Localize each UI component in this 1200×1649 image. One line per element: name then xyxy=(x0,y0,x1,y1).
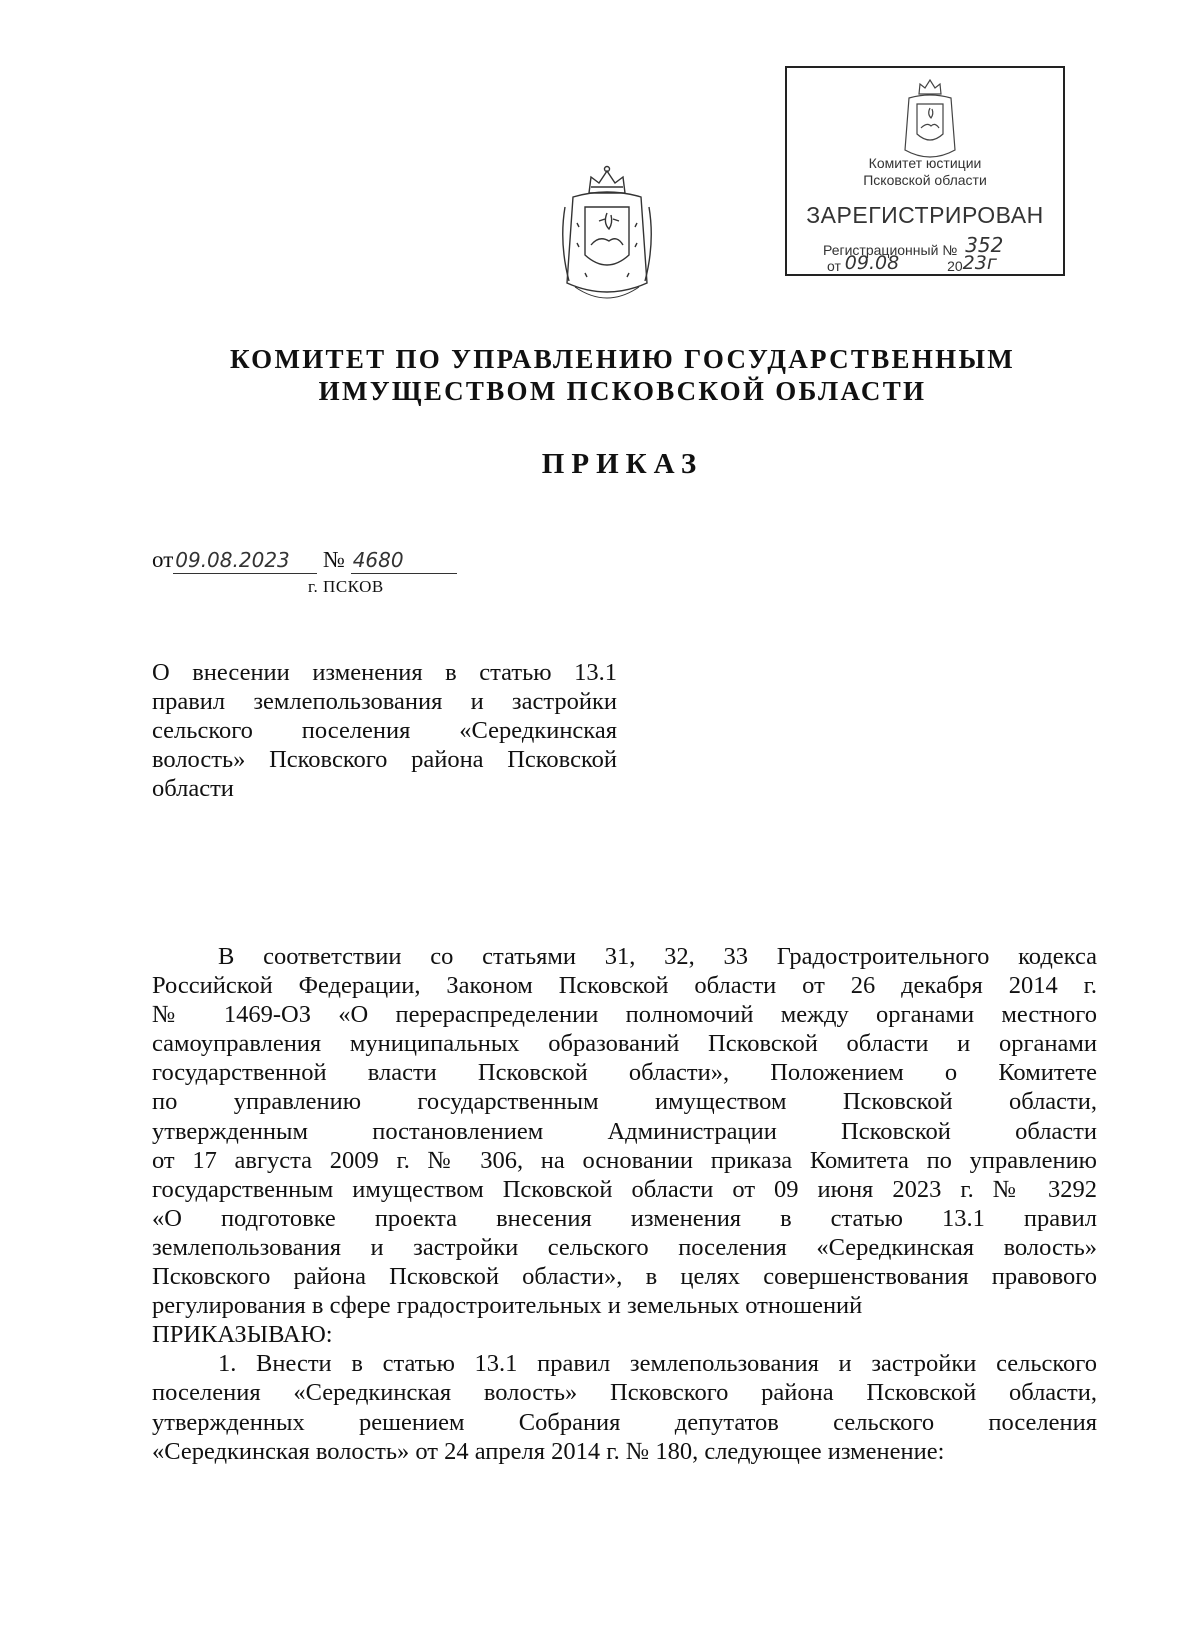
org-title-line-1: КОМИТЕТ ПО УПРАВЛЕНИЮ ГОСУДАРСТВЕННЫМ xyxy=(229,344,1016,374)
stamp-year-suffix: 23г xyxy=(962,252,997,274)
body-line: «Середкинская волость» от 24 апреля 2014 г. № 180, следующее изменение: xyxy=(152,1437,945,1465)
registration-stamp xyxy=(785,66,1065,276)
body-line: 1. Внести в статью 13.1 правил землепользования и застройки сельского xyxy=(218,1350,1097,1378)
stamp-date-row xyxy=(827,254,997,276)
stamp-year-prefix: 20 xyxy=(947,258,963,274)
stamp-status: ЗАРЕГИСТРИРОВАН xyxy=(806,202,1044,228)
stamp-reg-number: 352 xyxy=(965,233,1004,257)
subject-line: О внесении изменения в статью 13.1 xyxy=(152,659,617,686)
subject-line: правил землепользования и застройки xyxy=(152,688,617,715)
order-city: г. ПСКОВ xyxy=(308,577,384,596)
order-date-label: от xyxy=(152,547,174,572)
order-subject xyxy=(152,658,617,803)
subject-line: сельского поселения «Середкинская xyxy=(152,717,617,744)
order-number: 4680 xyxy=(352,548,404,572)
document-type-title: ПРИКАЗ xyxy=(541,448,704,480)
order-date: 09.08.2023 xyxy=(175,548,290,572)
coat-of-arms-emblem xyxy=(555,163,660,310)
subject-line: волость» Псковского района Псковской xyxy=(152,746,617,773)
order-body xyxy=(152,942,1097,1466)
body-line: самоуправления муниципальных образований Псковской области и органами xyxy=(152,1030,1097,1058)
stamp-date-label: от xyxy=(827,258,841,274)
body-line-order-word: ПРИКАЗЫВАЮ: xyxy=(152,1321,333,1349)
body-line: по управлению государственным имуществом Псковской области, xyxy=(152,1088,1097,1116)
body-line: «О подготовке проекта внесения изменения в статью 13.1 правил xyxy=(152,1204,1097,1232)
body-line: регулирования в сфере градостроительных и земельных отношений xyxy=(152,1292,863,1320)
body-line: землепользования и застройки сельского поселения «Середкинская волость» xyxy=(152,1233,1097,1261)
org-title-line-2: ИМУЩЕСТВОМ ПСКОВСКОЙ ОБЛАСТИ xyxy=(318,376,927,406)
stamp-reg-label: Регистрационный № xyxy=(823,242,958,258)
body-line: государственной власти Псковской области», Положением о Комитете xyxy=(152,1059,1097,1087)
subject-line: области xyxy=(152,775,234,802)
body-line: В соответствии со статьями 31, 32, 33 Градостроительного кодекса xyxy=(218,943,1097,970)
body-line: от 17 августа 2009 г. № 306, на основании приказа Комитета по управлению xyxy=(152,1146,1097,1174)
stamp-org-line-2: Псковской области xyxy=(863,172,987,188)
body-line: утвержденным постановлением Администрации Псковской области xyxy=(152,1117,1097,1145)
body-line: утвержденных решением Собрания депутатов сельского поселения xyxy=(152,1408,1097,1436)
body-line: Псковского района Псковской области», в целях совершенствования правового xyxy=(152,1263,1097,1291)
order-date-number xyxy=(152,547,457,574)
body-line: государственным имуществом Псковской области от 09 июня 2023 г. № 3292 xyxy=(152,1175,1097,1203)
body-line: поселения «Середкинская волость» Псковского района Псковской области, xyxy=(152,1379,1097,1407)
order-number-label: № xyxy=(323,547,345,572)
body-line: № 1469-ОЗ «О перераспределении полномочий между органами местного xyxy=(152,1001,1097,1029)
stamp-date-value: 09.08 xyxy=(844,252,900,274)
stamp-org-line-1: Комитет юстиции xyxy=(868,155,982,171)
body-line: Российской Федерации, Законом Псковской области от 26 декабря 2014 г. xyxy=(152,972,1097,1000)
